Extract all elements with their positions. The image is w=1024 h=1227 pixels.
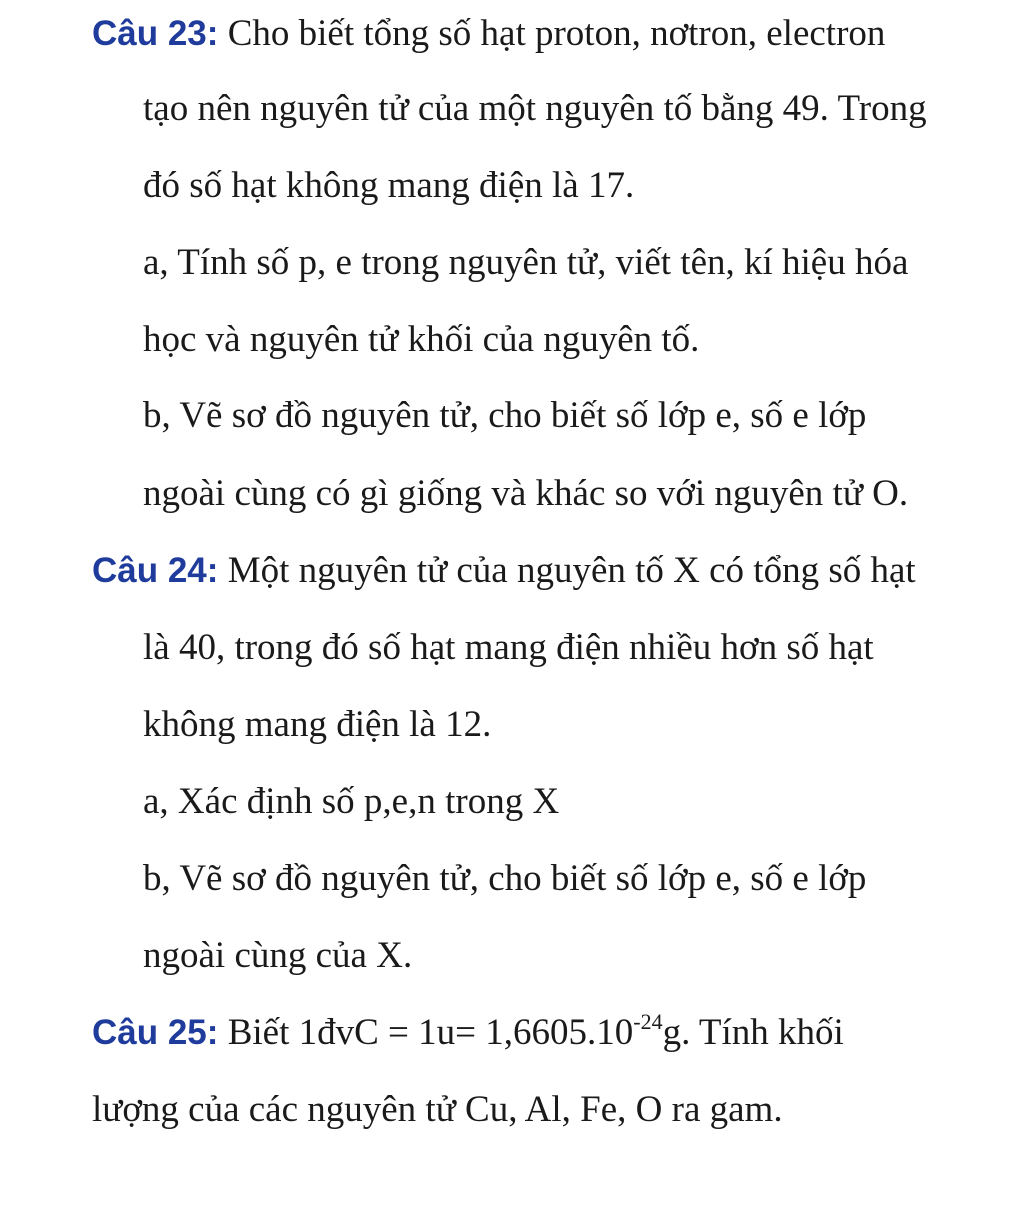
- q23-part-a-line-1: a, Tính số p, e trong nguyên tử, viết tên, kí hiệu hóa: [143, 242, 909, 283]
- q23-line-2: tạo nên nguyên tử của một nguyên tố bằng 49. Trong: [143, 88, 927, 129]
- q23-part-a-line-2: học và nguyên tử khối của nguyên tố.: [143, 319, 700, 360]
- q23-part-b-line-2: ngoài cùng có gì giống và khác so với nguyên tử O.: [143, 473, 909, 514]
- q23-line-1: [92, 12, 885, 56]
- q25-text-1-post: g. Tính khối: [662, 1012, 844, 1053]
- q24-text-1: Một nguyên tử của nguyên tố X có tổng số hạt: [218, 550, 916, 591]
- q25-line-2: lượng của các nguyên tử Cu, Al, Fe, O ra gam.: [92, 1089, 783, 1130]
- q23-text-1: Cho biết tổng số hạt proton, nơtron, electron: [218, 13, 886, 54]
- q24-part-b-line-1: b, Vẽ sơ đồ nguyên tử, cho biết số lớp e, số e lớp: [143, 858, 867, 899]
- q24-label: Câu 24:: [92, 551, 219, 590]
- q24-line-1: [92, 549, 916, 593]
- q23-line-3: đó số hạt không mang điện là 17.: [143, 165, 635, 206]
- q24-line-2: là 40, trong đó số hạt mang điện nhiều hơn số hạt: [143, 627, 874, 668]
- q25-label: Câu 25:: [92, 1013, 219, 1052]
- q25-exponent: -24: [633, 1008, 663, 1034]
- q24-part-b-line-2: ngoài cùng của X.: [143, 935, 413, 976]
- q23-part-b-line-1: b, Vẽ sơ đồ nguyên tử, cho biết số lớp e, số e lớp: [143, 395, 867, 436]
- q25-line-1: [92, 1008, 844, 1055]
- q24-line-3: không mang điện là 12.: [143, 704, 492, 745]
- q25-text-1-pre: Biết 1đvC = 1u= 1,6605.10: [218, 1012, 634, 1053]
- q24-part-a-line-1: a, Xác định số p,e,n trong X: [143, 781, 560, 822]
- q23-label: Câu 23:: [92, 14, 219, 53]
